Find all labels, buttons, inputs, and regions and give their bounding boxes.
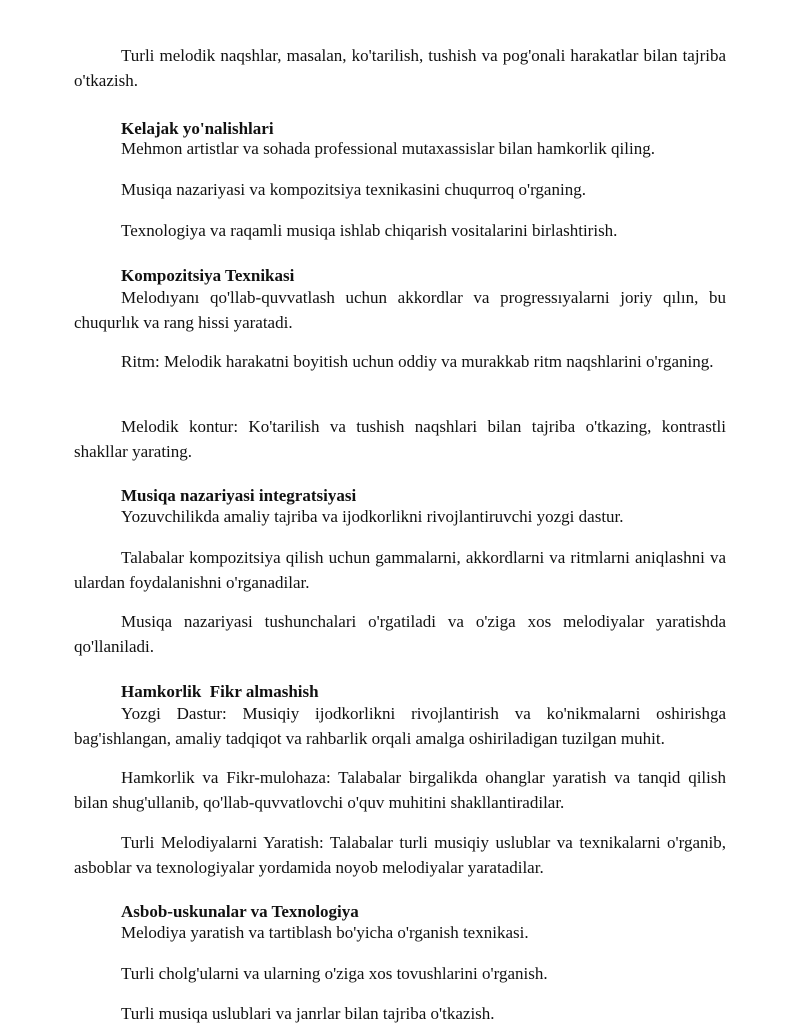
paragraph-rhythm: Ritm: Melodik harakatni boyitish uchun oddiy va murakkab ritm naqshlarini o'rganing. — [121, 352, 714, 371]
paragraph-summer-program: Yozuvchilikda amaliy tajriba va ijodkorlikni rivojlantiruvchi yozgi dastur. — [121, 507, 624, 526]
paragraph-summer-program-structure: Yozgi Dastur: Musiqiy ijodkorlikni rivojlantirish va ko'nikmalarni oshirishga bag'ishlangan, amaliy tadqiqot va rahbarlik orqali amalga oshiriladigan tuzilgan muhit. — [74, 704, 726, 748]
paragraph-instruments: Turli cholg'ularni va ularning o'ziga xos tovushlarini o'rganish. — [121, 964, 548, 983]
paragraph-melody-sequencing: Melodiya yaratish va tartiblash bo'yicha o'rganish texnikasi. — [121, 923, 529, 942]
paragraph-chords-progressions: Melodıyanı qo'llab-quvvatlash uchun akkordlar va progressıyalarni joriy qılın, bu chuqurlık va rang hissi yaratadi. — [74, 288, 726, 332]
paragraph-music-theory-deeper: Musiqa nazariyasi va kompozitsiya texnikasini chuqurroq o'rganing. — [121, 180, 586, 199]
paragraph-guest-artists: Mehmon artistlar va sohada professional mutaxassislar bilan hamkorlik qiling. — [121, 139, 655, 158]
heading-collaboration-feedback: Hamkorlik Fikr almashish — [121, 682, 319, 701]
paragraph-styles-genres: Turli musiqa uslublari va janrlar bilan tajriba o'tkazish. — [121, 1004, 495, 1023]
heading-future-directions: Kelajak yo'nalishlari — [121, 119, 274, 138]
paragraph-scales-chords: Talabalar kompozitsiya qilish uchun gammalarni, akkordlarni va ritmlarni aniqlashni va ulardan foydalanishni o'rganadilar. — [74, 548, 726, 592]
heading-music-theory-integration: Musiqa nazariyasi integratsiyasi — [121, 486, 357, 505]
paragraph-collaboration: Hamkorlik va Fikr-mulohaza: Talabalar birgalikda ohanglar yaratish va tanqid qilish bilan shug'ullanib, qo'llab-quvvatlovchi o'quv muhitini shakllantiradilar. — [74, 768, 726, 812]
paragraph-theory-concepts: Musiqa nazariyasi tushunchalari o'rgatiladi va o'ziga xos melodiyalar yaratishda qo'llaniladi. — [74, 612, 726, 656]
paragraph-creating-melodies: Turli Melodiyalarni Yaratish: Talabalar turli musiqiy uslublar va texnikalarni o'rganib, asboblar va texnologiyalar yordamida noyob melodiyalar yaratadilar. — [74, 833, 726, 877]
heading-composition-techniques: Kompozitsiya Texnikasi — [121, 266, 295, 285]
heading-tools-technology: Asbob-uskunalar va Texnologiya — [121, 902, 359, 921]
paragraph-melodic-patterns: Turli melodik naqshlar, masalan, ko'tarilish, tushish va pog'onali harakatlar bilan tajriba o'tkazish. — [74, 46, 726, 90]
paragraph-technology-integration: Texnologiya va raqamli musiqa ishlab chiqarish vositalarini birlashtirish. — [121, 221, 618, 240]
paragraph-melodic-contour: Melodik kontur: Ko'tarilish va tushish naqshlari bilan tajriba o'tkazing, kontrastli shakllar yarating. — [74, 417, 726, 461]
